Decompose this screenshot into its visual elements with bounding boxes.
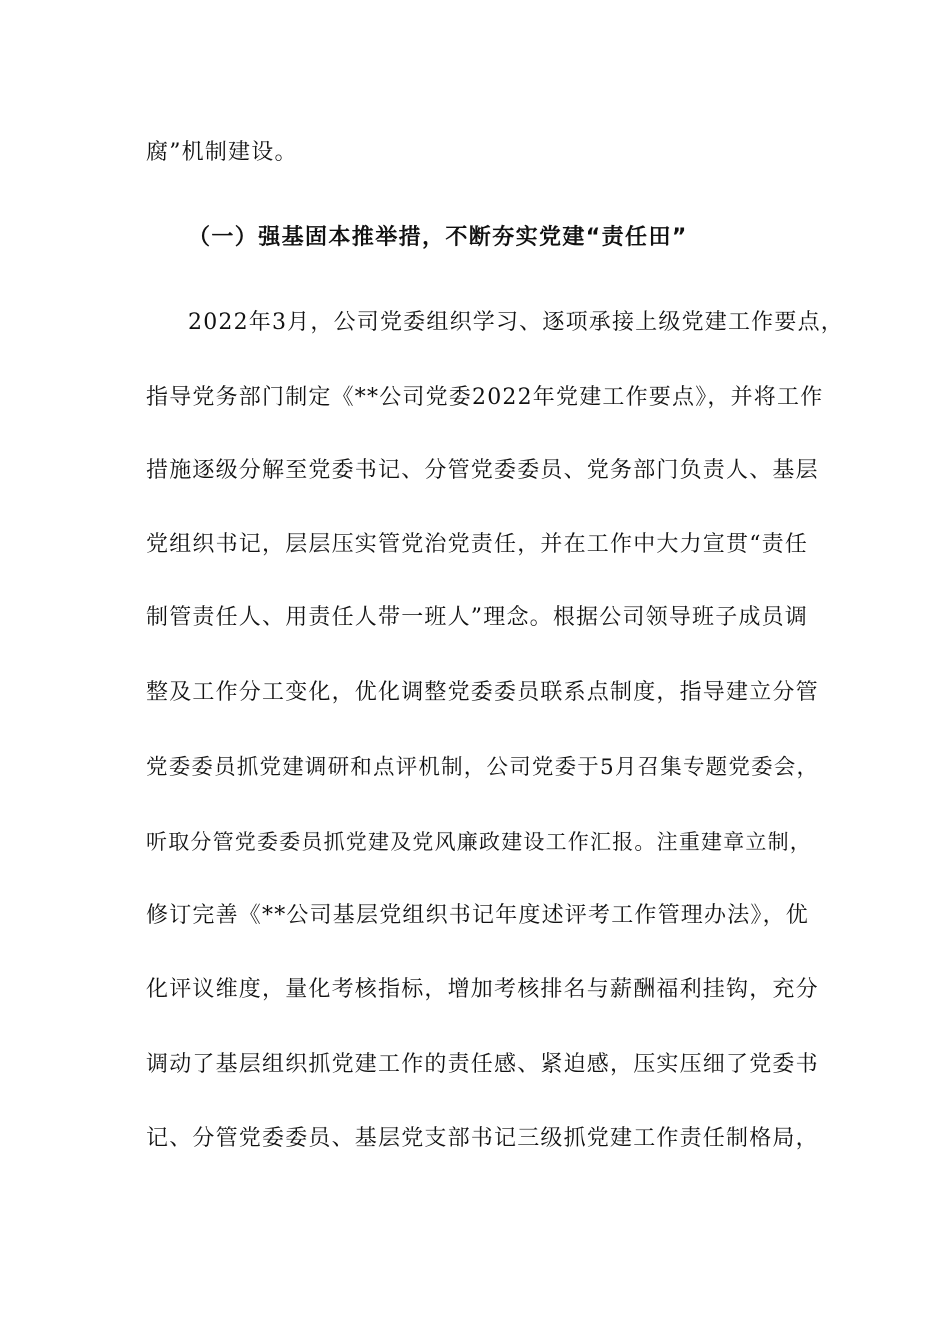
section-heading: （一）强基固本推举措，不断夯实党建“责任田”: [188, 225, 688, 250]
paragraph-line: 调动了基层组织抓党建工作的责任感、紧迫感，压实压细了党委书: [146, 1052, 819, 1077]
paragraph-line: 腐”机制建设。: [146, 140, 298, 165]
paragraph-line: 整及工作分工变化，优化调整党委委员联系点制度，指导建立分管: [146, 680, 819, 705]
paragraph-line: 党组织书记，层层压实管党治党责任，并在工作中大力宣贯“责任: [146, 532, 809, 557]
paragraph-line: 制管责任人、用责任人带一班人”理念。根据公司领导班子成员调: [146, 605, 809, 630]
paragraph-line: 化评议维度，量化考核指标，增加考核排名与薪酬福利挂钩，充分: [146, 977, 819, 1002]
paragraph-line: 记、分管党委委员、基层党支部书记三级抓党建工作责任制格局，: [146, 1126, 819, 1151]
paragraph-line: 2022年3月，公司党委组织学习、逐项承接上级党建工作要点，: [188, 310, 844, 335]
paragraph-line: 修订完善《**公司基层党组织书记年度述评考工作管理办法》，优: [146, 903, 810, 928]
paragraph-line: 措施逐级分解至党委书记、分管党委委员、党务部门负责人、基层: [146, 458, 819, 483]
paragraph-line: 党委委员抓党建调研和点评机制，公司党委于5月召集专题党委会，: [146, 755, 820, 780]
paragraph-line: 听取分管党委委员抓党建及党风廉政建设工作汇报。注重建章立制，: [146, 830, 812, 854]
paragraph-line: 指导党务部门制定《**公司党委2022年党建工作要点》，并将工作: [146, 385, 824, 410]
